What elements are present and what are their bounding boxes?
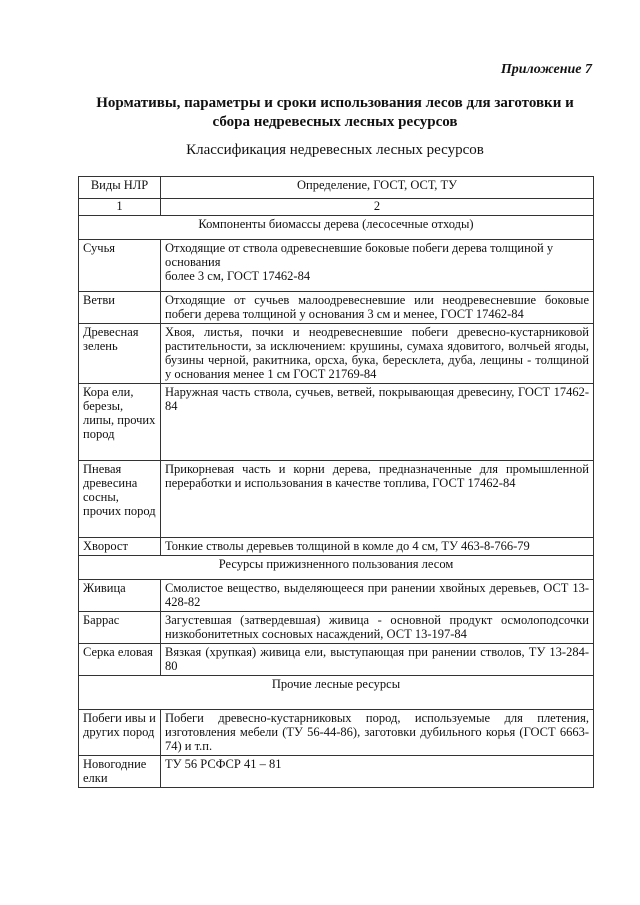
section-row bbox=[79, 556, 594, 580]
resource-type: Сучья bbox=[79, 240, 161, 292]
table-number-row bbox=[79, 199, 594, 216]
table-row bbox=[79, 710, 594, 756]
resource-type: Новогодние елки bbox=[79, 756, 161, 788]
resource-definition: Прикорневая часть и корни дерева, предназначенные для промышленной переработки и использования в качестве топлива, ГОСТ 17462-84 bbox=[161, 461, 594, 538]
resource-definition: Наружная часть ствола, сучьев, ветвей, покрывающая древесину, ГОСТ 17462-84 bbox=[161, 384, 594, 461]
table-row bbox=[79, 756, 594, 788]
resource-definition: Побеги древесно-кустарниковых пород, используемые для плетения, изготовления мебели (ТУ 56-44-86), заготовки дубильного корья (ГОСТ 6663-74) и т.п. bbox=[161, 710, 594, 756]
table-caption: Классификация недревесных лесных ресурсов bbox=[186, 142, 484, 158]
table-row bbox=[79, 538, 594, 556]
table-row bbox=[79, 461, 594, 538]
resource-type: Ветви bbox=[79, 292, 161, 324]
appendix-label: Приложение 7 bbox=[500, 62, 592, 77]
resource-definition: Загустевшая (затвердевшая) живица - основной продукт осмолоподсочки низкобонитетных сосновых насаждений, ОСТ 13-197-84 bbox=[161, 612, 594, 644]
table-row bbox=[79, 580, 594, 612]
resource-type: Живица bbox=[79, 580, 161, 612]
resource-type: Хворост bbox=[79, 538, 161, 556]
table-row bbox=[79, 384, 594, 461]
page-title bbox=[60, 94, 610, 132]
resource-definition: Отходящие от сучьев малоодревесневшие или неодревесневшие боковые побеги дерева толщиной у основания 3 см и менее, ГОСТ 17462-84 bbox=[161, 292, 594, 324]
column-header-type: Виды НЛР bbox=[79, 177, 161, 199]
resource-definition: Тонкие стволы деревьев толщиной в комле до 4 см, ТУ 463-8-766-79 bbox=[161, 538, 594, 556]
section-row bbox=[79, 676, 594, 710]
section-title: Прочие лесные ресурсы bbox=[79, 676, 594, 710]
table-row bbox=[79, 240, 594, 292]
table-row bbox=[79, 644, 594, 676]
column-header-definition: Определение, ГОСТ, ОСТ, ТУ bbox=[161, 177, 594, 199]
resource-type: Древесная зелень bbox=[79, 324, 161, 384]
section-title: Ресурсы прижизненного пользования лесом bbox=[79, 556, 594, 580]
column-number-2: 2 bbox=[161, 199, 594, 216]
section-row bbox=[79, 216, 594, 240]
table-header-row bbox=[79, 177, 594, 199]
resource-type: Серка еловая bbox=[79, 644, 161, 676]
resource-type: Побеги ивы и других пород bbox=[79, 710, 161, 756]
resource-definition: ТУ 56 РСФСР 41 – 81 bbox=[161, 756, 594, 788]
table-row bbox=[79, 292, 594, 324]
resource-definition: Смолистое вещество, выделяющееся при ранении хвойных деревьев, ОСТ 13-428-82 bbox=[161, 580, 594, 612]
resource-type: Кора ели, березы, липы, прочих пород bbox=[79, 384, 161, 461]
column-number-1: 1 bbox=[79, 199, 161, 216]
resource-definition: Отходящие от ствола одревесневшие боковые побеги дерева толщиной у основания более 3 см, ГОСТ 17462-84 bbox=[161, 240, 594, 292]
resource-definition: Вязкая (хрупкая) живица ели, выступающая при ранении стволов, ТУ 13-284-80 bbox=[161, 644, 594, 676]
section-title: Компоненты биомассы дерева (лесосечные отходы) bbox=[79, 216, 594, 240]
page-title-line-1: Нормативы, параметры и сроки использования лесов для заготовки и bbox=[96, 95, 574, 111]
table-row bbox=[79, 612, 594, 644]
ntfr-classification-table bbox=[78, 176, 594, 788]
resource-definition: Хвоя, листья, почки и неодревесневшие побеги древесно-кустарниковой растительности, за исключением: крушины, сумаха ядовитого, волчьей ягоды, бузины черной, ракитника, орсха, бука, бересклета, дуба, лещины - толщиной у основания менее 1 см ГОСТ 21769-84 bbox=[161, 324, 594, 384]
resource-type: Баррас bbox=[79, 612, 161, 644]
page-title-line-2: сбора недревесных лесных ресурсов bbox=[212, 114, 458, 130]
table-row bbox=[79, 324, 594, 384]
resource-type: Пневая древесина сосны, прочих пород bbox=[79, 461, 161, 538]
